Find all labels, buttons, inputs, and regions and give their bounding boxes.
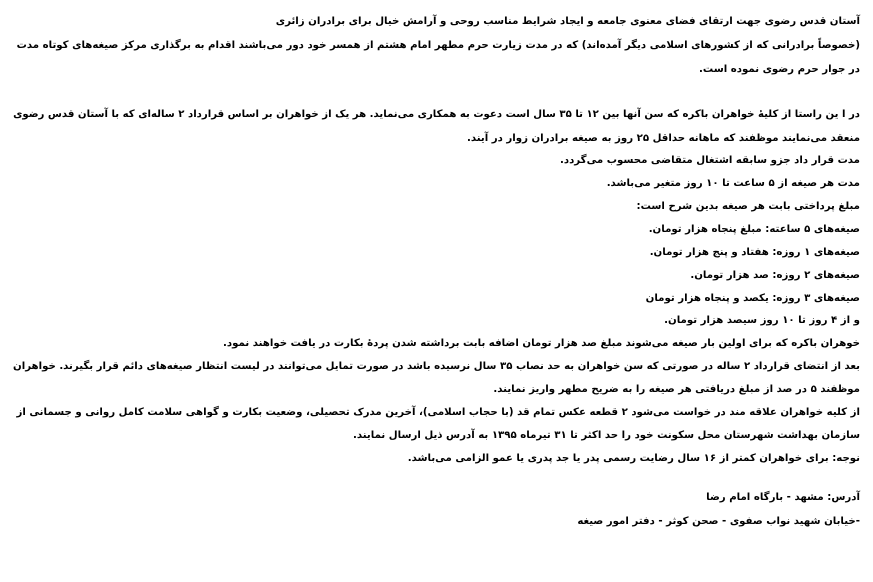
body-line-8: صیغه‌های ۲ روزه: صد هزار تومان. — [690, 270, 860, 281]
body-line-14: از کلیه خواهران علاقه مند در خواست می‌شود ۲ قطعه عکس تمام قد (با حجاب اسلامی)، آخرین مدرک تحصیلی، وضعیت بکارت و گواهی سلامت کامل روانی و جسمانی از — [16, 407, 860, 418]
body-line-1: در ا ین راستا از کلیهٔ خواهران باکره که سن آنها بین ۱۲ تا ۳۵ سال است دعوت به همکاری می‌نماید. هر یک از خواهران بر اساس قرارداد ۲ ساله‌ای که با آستان قدس رضوی — [13, 109, 860, 120]
body-line-5: مبلغ پرداختی بابت هر صیغه بدین شرح است: — [636, 201, 860, 212]
body-line-9: صیغه‌های ۳ روزه: یکصد و پنجاه هزار تومان — [645, 293, 860, 304]
body-line-3: مدت قرار داد جزو سابقه اشتغال متقاضی محسوب می‌گردد. — [559, 155, 860, 166]
address-line-2: -خیابان شهید نواب صفوی - صحن کوثر - دفتر امور صیغه — [577, 516, 860, 527]
body-line-12: بعد از انتضای قرارداد ۲ ساله در صورتی که سن خواهران به حد نصاب ۳۵ سال نرسیده باشد در صورت تمایل می‌توانند در لیست انتظار صیغه‌های دائم قرار بگیرند. خواهران — [13, 361, 860, 372]
body-line-15: سازمان بهداشت شهرستان محل سکونت خود را حد اکثر تا ۳۱ تیرماه ۱۳۹۵ به آدرس ذیل ارسال نمایند. — [353, 430, 860, 441]
body-line-6: صیغه‌های ۵ ساعته: مبلغ پنجاه هزار تومان. — [648, 224, 860, 235]
intro-line-2: (خصوصاً برادرانی که از کشورهای اسلامی دیگر آمده‌اند) که در مدت زیارت حرم مطهر امام هشتم از همسر خود دور می‌باشند اقدام به برگذاری مرکز صیغه‌های کوتاه مدت — [16, 40, 860, 51]
body-line-13: موظفند ۵ در صد از مبلغ دریافتی هر صیغه را به ضریح مطهر واریز نمایند. — [493, 384, 860, 395]
body-line-4: مدت هر صیغه از ۵ ساعت تا ۱۰ روز متغیر می‌باشد. — [606, 178, 860, 189]
address-line-1: آدرس: مشهد - بارگاه امام رضا — [706, 492, 860, 503]
intro-line-1: آستان قدس رضوی جهت ارتقای فضای معنوی جامعه و ایجاد شرایط مناسب روحی و آرامش خیال برای برادران زائری — [275, 16, 860, 27]
body-line-16: نوجه: برای خواهران کمتر از ۱۶ سال رضایت رسمی پدر یا جد پدری یا عمو الزامی می‌باشد. — [407, 453, 860, 464]
body-line-7: صیغه‌های ۱ روزه: هفتاد و پنج هزار تومان. — [649, 247, 860, 258]
body-line-11: خوهران باکره که برای اولین بار صیغه می‌شوند مبلغ صد هزار تومان اضافه بابت برداشته شدن پردهٔ بکارت در یافت خواهند نمود. — [223, 338, 860, 349]
body-line-2: منعقد می‌نمایند موظفند که ماهانه حداقل ۲۵ روز به صیغه برادران زوار در آیند. — [466, 133, 860, 144]
intro-line-3: در جوار حرم رضوی نموده است. — [699, 64, 860, 75]
body-line-10: و از ۴ روز تا ۱۰ روز سیصد هزار تومان. — [664, 315, 860, 326]
